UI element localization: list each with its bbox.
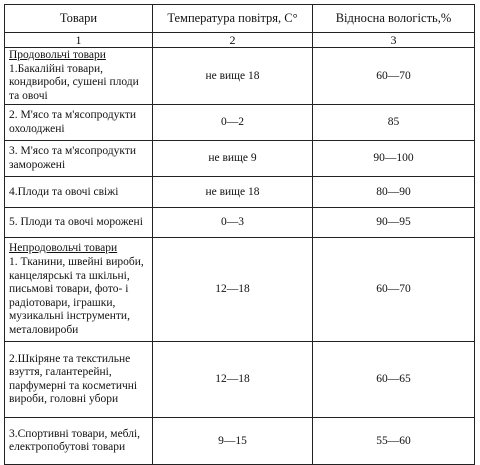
header-temperature: Температура повітря, С° (153, 5, 313, 33)
humidity-value: 85 (313, 105, 475, 141)
table-row (5, 177, 475, 208)
table-row (5, 342, 475, 418)
humidity-value: 60—70 (313, 48, 475, 105)
goods-name: 3. М'ясо та м'ясопродукти заморожені (5, 141, 153, 177)
goods-cell (5, 48, 153, 105)
temperature-value: 0—3 (153, 208, 313, 238)
temperature-value: 0—2 (153, 105, 313, 141)
column-number: 3 (313, 33, 475, 48)
humidity-value: 55—60 (313, 418, 475, 465)
goods-name: 3.Спортивні товари, меблі, електропобутові товари (5, 418, 153, 465)
header-row (5, 5, 475, 33)
table-row (5, 418, 475, 465)
temperature-value: не вище 18 (153, 177, 313, 208)
header-goods: Товари (5, 5, 153, 33)
humidity-value: 80—90 (313, 177, 475, 208)
humidity-value: 60—70 (313, 238, 475, 342)
table-row (5, 208, 475, 238)
column-number: 2 (153, 33, 313, 48)
goods-name: 4.Плоди та овочі свіжі (5, 177, 153, 208)
temperature-value: не вище 9 (153, 141, 313, 177)
header-humidity: Відносна вологість,% (313, 5, 475, 33)
goods-name: 5. Плоди та овочі морожені (5, 208, 153, 238)
table-row (5, 238, 475, 342)
table-row (5, 141, 475, 177)
goods-name: 1.Бакалійні товари, кондвироби, сушені плоди та овочі (9, 62, 139, 102)
temperature-value: 12—18 (153, 342, 313, 418)
humidity-value: 90—100 (313, 141, 475, 177)
temperature-value: не вище 18 (153, 48, 313, 105)
section-title-nonfood: Непродовольчі товари (9, 242, 118, 255)
section-title-food: Продовольчі товари (9, 49, 106, 62)
humidity-value: 90—95 (313, 208, 475, 238)
table-row (5, 48, 475, 105)
table-row (5, 105, 475, 141)
goods-name: 2. М'ясо та м'ясопродукти охолоджені (5, 105, 153, 141)
storage-conditions-table (4, 4, 475, 465)
column-number-row (5, 33, 475, 48)
humidity-value: 60—65 (313, 342, 475, 418)
temperature-value: 9—15 (153, 418, 313, 465)
goods-name: 2.Шкіряне та текстильне взуття, галантерейні, парфумерні та косметичні вироби, головні убори (5, 342, 153, 418)
column-number: 1 (5, 33, 153, 48)
temperature-value: 12—18 (153, 238, 313, 342)
goods-name: 1. Тканини, швейні вироби, канцелярські та шкільні, письмові товари, фото- і радіотовари, іграшки, музикальні інструменти, металовироби (9, 256, 144, 336)
goods-cell (5, 238, 153, 342)
